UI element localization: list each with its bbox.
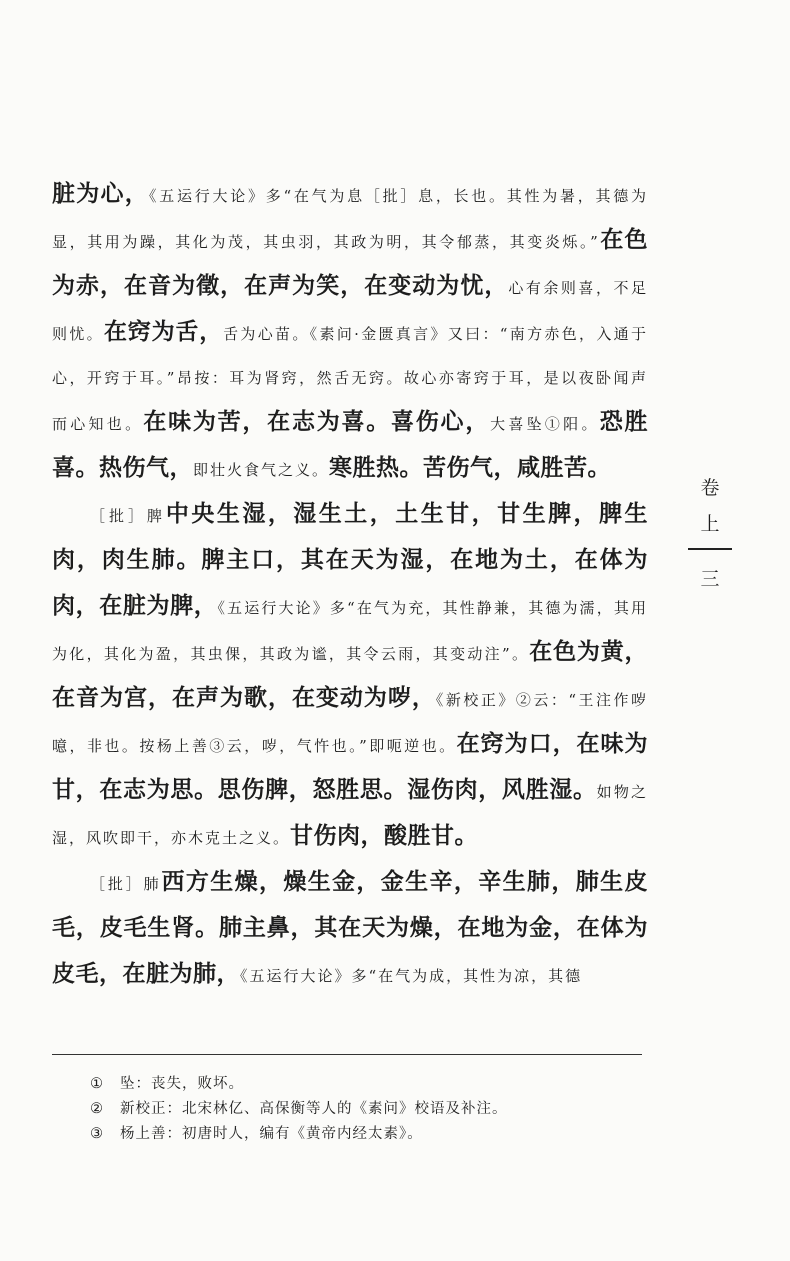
volume-label-char: 卷 xyxy=(700,477,720,499)
footnote xyxy=(90,1097,650,1122)
footnote-text: 坠：丧失，败坏。 xyxy=(120,1076,244,1092)
volume-label-char: 上 xyxy=(700,513,720,535)
main-text-segment: 脏为心， xyxy=(52,180,149,207)
main-text-segment: 在色为赤，在音为徵，在声为笑，在变动为忧， xyxy=(52,226,649,299)
footnote xyxy=(90,1072,650,1097)
commentary-segment: 即壮火食气之义。 xyxy=(193,461,330,479)
main-text-segment: 中央生湿，湿生土，土生甘，甘生脾，脾生肉，肉生肺。脾主口，其在天为湿，在地为土，在体为肉，在脏为脾， xyxy=(52,500,648,619)
paragraph xyxy=(52,172,648,492)
commentary-segment: 心有余则喜，不足则忧。 xyxy=(52,279,648,343)
running-header xyxy=(688,470,732,591)
footnote xyxy=(90,1122,650,1147)
footnote-marker: ② xyxy=(90,1101,104,1117)
main-text-segment: 在窍为口，在味为甘，在志为思。思伤脾，怒胜思。湿伤肉，风胜湿。 xyxy=(52,730,649,803)
footnote-divider xyxy=(52,1054,642,1055)
footnote-marker: ③ xyxy=(90,1126,104,1142)
paragraph xyxy=(52,860,648,998)
footnote-text: 新校正：北宋林亿、高保衡等人的《素问》校语及补注。 xyxy=(120,1101,508,1117)
commentary-segment: 舌为心苗。《素问·金匮真言》又曰：“南方赤色，入通于心，开窍于耳。”昂按：耳为肾窍，然舌无窍。故心亦寄窍于耳，是以夜卧闻声而心知也。 xyxy=(52,325,648,433)
main-text-segment: 在窍为舌， xyxy=(103,318,224,345)
footnotes xyxy=(90,1072,650,1147)
commentary-segment: ［批］脾 xyxy=(90,507,166,525)
footnote-text: 杨上善：初唐时人，编有《黄帝内经太素》。 xyxy=(120,1126,423,1142)
commentary-segment: 《新校正》②云：“王注作哕噫，非也。按杨上善③云，哕，气忤也。”即呃逆也。 xyxy=(52,691,649,755)
main-text-segment: 在味为苦，在志为喜。喜伤心， xyxy=(143,408,491,435)
footnote-marker: ① xyxy=(90,1076,104,1092)
main-text-segment: 在色为黄，在音为宫，在声为歌，在变动为哕， xyxy=(52,638,649,711)
page-number: 三 xyxy=(700,568,720,590)
commentary-segment: 《五运行大论》多“在气为充，其性静兼，其德为濡，其用为化，其化为盈，其虫倮，其政为谧，其令云雨，其变动注”。 xyxy=(52,599,649,663)
paragraph xyxy=(52,492,648,860)
commentary-segment: 如物之湿，风吹即干，亦木克土之义。 xyxy=(52,783,648,847)
commentary-segment: 《五运行大论》多“在气为成，其性为凉，其德 xyxy=(240,967,583,985)
main-text xyxy=(52,172,648,998)
commentary-segment: ［批］肺 xyxy=(90,875,162,893)
commentary-segment: 《五运行大论》多“在气为息［批］息，长也。其性为暑，其德为显，其用为躁，其化为茂，其虫羽，其政为明，其令郁蒸，其变炎烁。” xyxy=(52,187,649,251)
main-text-segment: 西方生燥，燥生金，金生辛，辛生肺，肺生皮毛，皮毛生肾。肺主鼻，其在天为燥，在地为金，在体为皮毛，在脏为肺， xyxy=(52,868,648,987)
commentary-segment: 大喜坠①阳。 xyxy=(490,415,600,433)
header-divider xyxy=(688,548,732,550)
main-text-segment: 寒胜热。苦伤气，咸胜苦。 xyxy=(329,454,612,481)
main-text-segment: 甘伤肉，酸胜甘。 xyxy=(290,822,479,849)
main-text-segment: 恐胜喜。热伤气， xyxy=(52,408,648,481)
